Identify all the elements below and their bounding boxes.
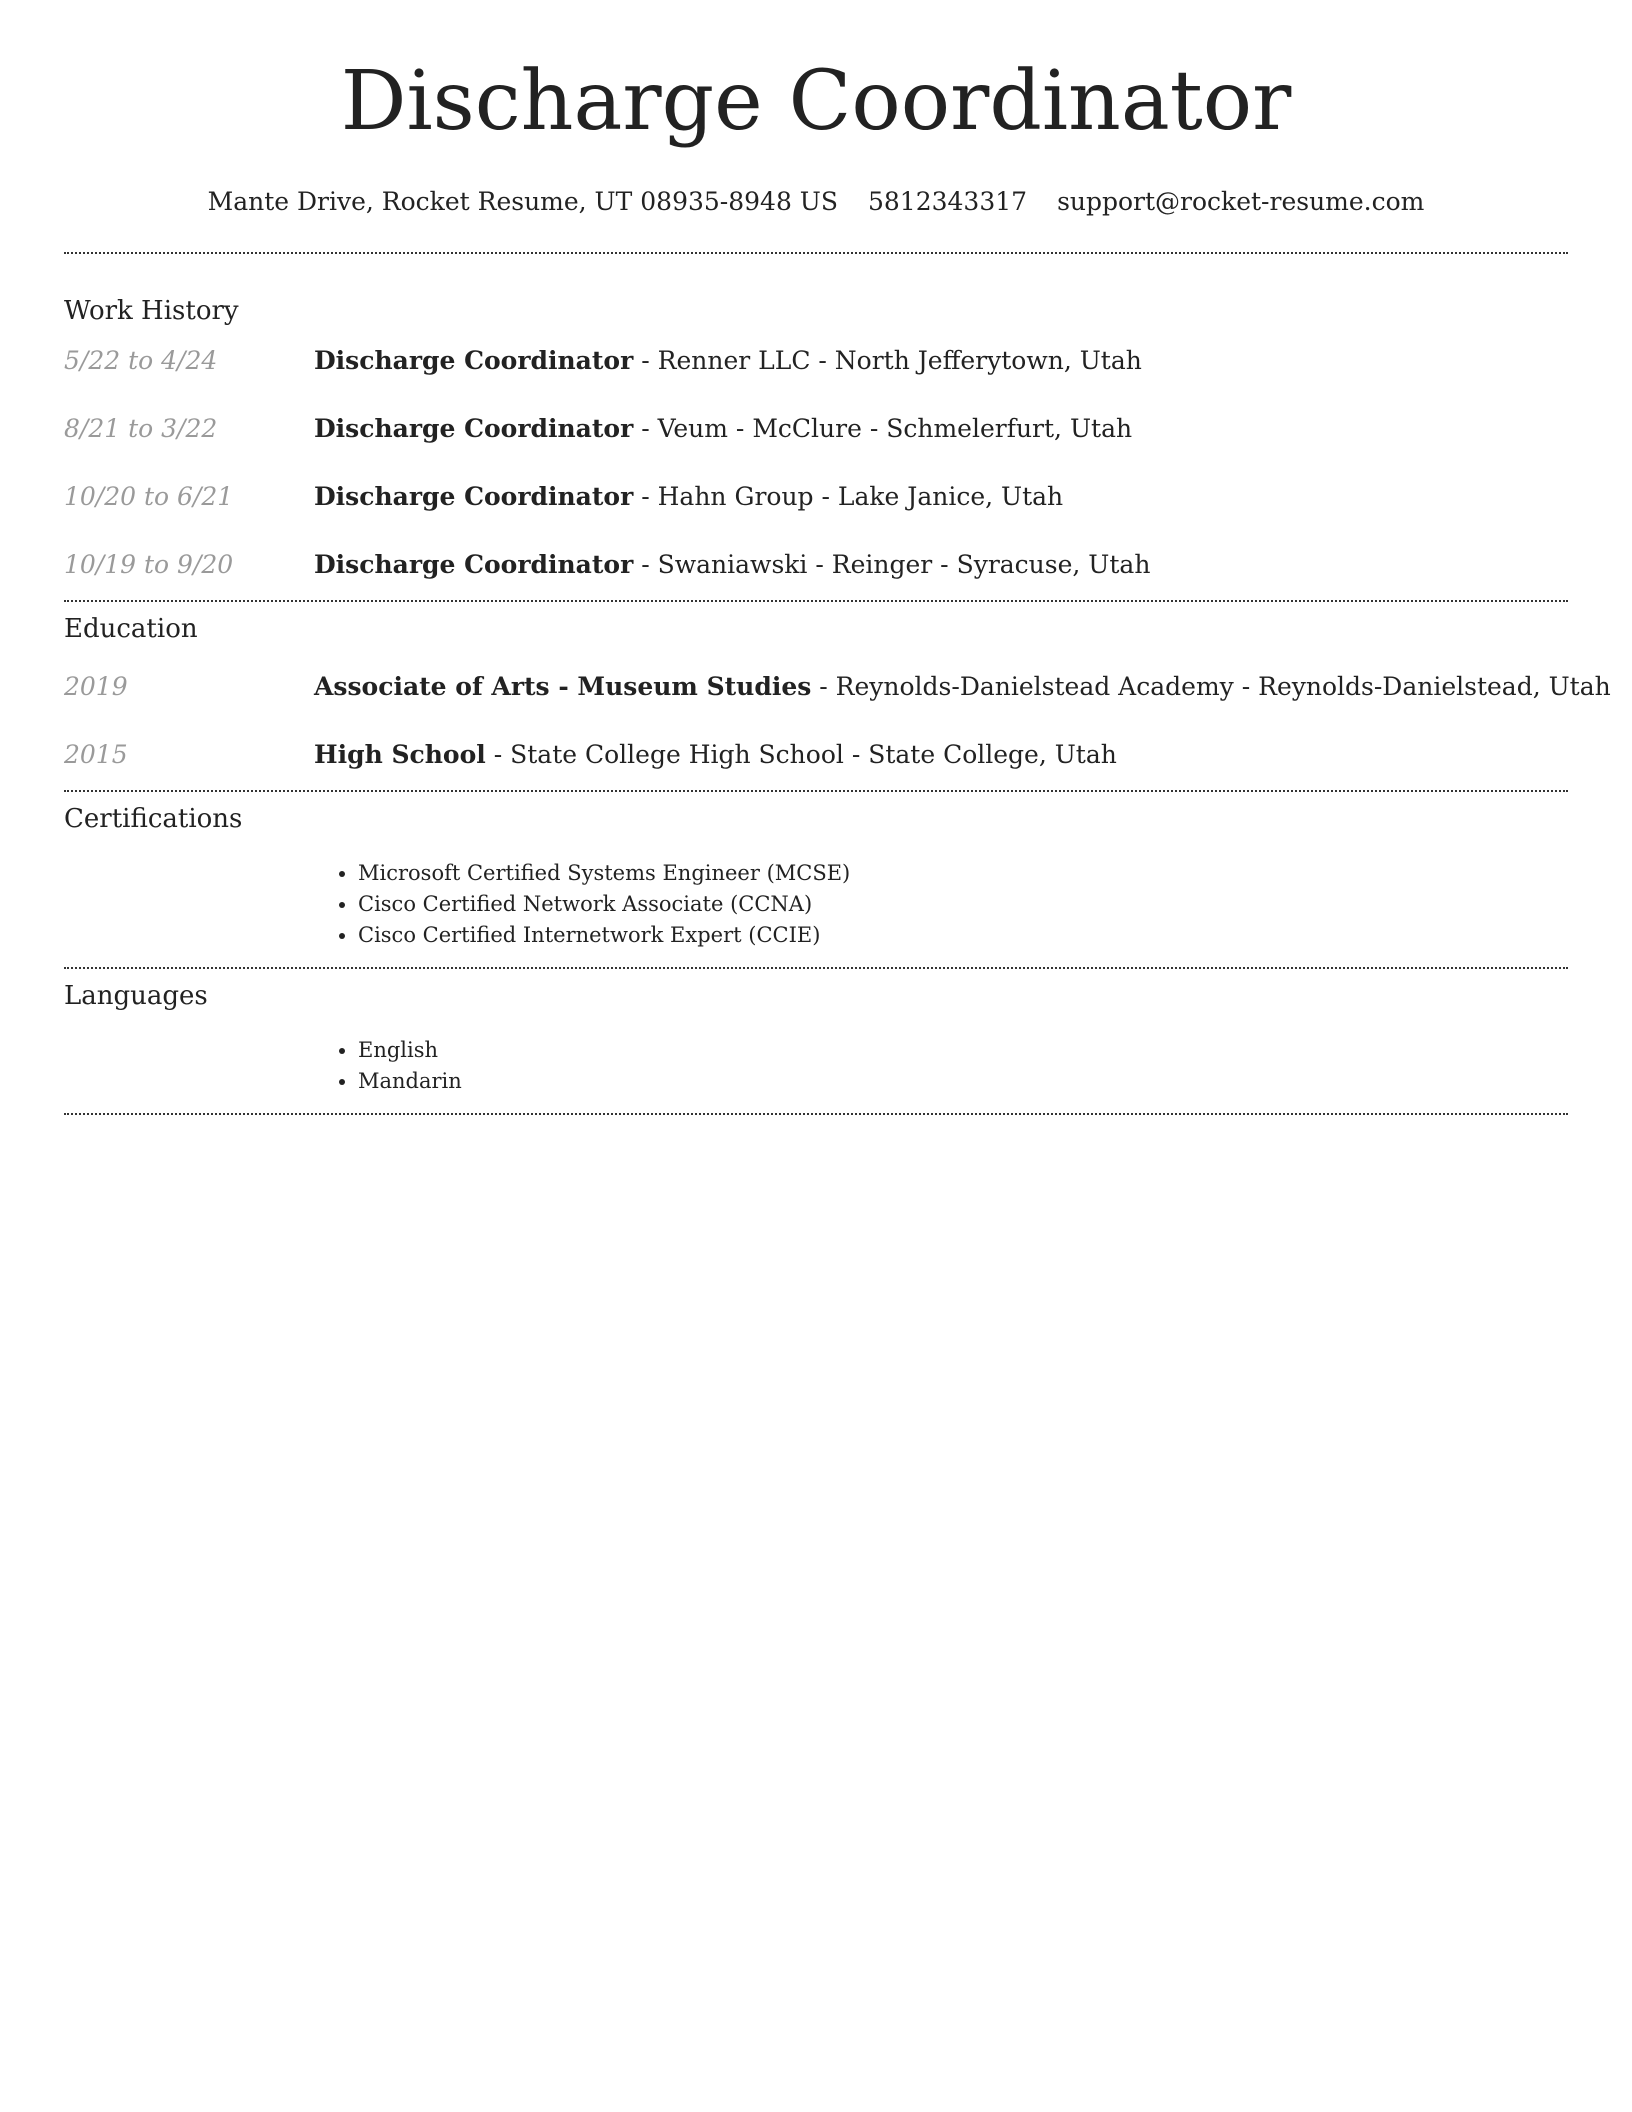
work-detail: - Veum - McClure - Schmelerfurt, Utah bbox=[633, 414, 1133, 443]
languages-list bbox=[64, 1035, 1568, 1097]
contact-line bbox=[64, 186, 1568, 218]
work-role: Discharge Coordinator bbox=[314, 550, 634, 579]
divider bbox=[64, 1113, 1568, 1115]
work-role: Discharge Coordinator bbox=[314, 482, 634, 511]
resume-name: Discharge Coordinator bbox=[340, 54, 1292, 149]
work-role: Discharge Coordinator bbox=[314, 346, 634, 375]
contact-address: Mante Drive, Rocket Resume, UT 08935-8948 US bbox=[207, 187, 838, 216]
education-detail: - Reynolds-Danielstead Academy - Reynolds-Danielstead, Utah bbox=[811, 672, 1611, 701]
work-entry bbox=[64, 548, 1568, 600]
list-item: • Mandarin bbox=[358, 1066, 1568, 1097]
education-degree: High School bbox=[314, 740, 486, 769]
contact-phone: 5812343317 bbox=[868, 187, 1028, 216]
education-date: 2019 bbox=[64, 672, 128, 701]
work-detail: - Renner LLC - North Jefferytown, Utah bbox=[633, 346, 1142, 375]
work-date: 10/19 to 9/20 bbox=[64, 550, 234, 579]
section-title-work-history: Work History bbox=[64, 296, 239, 326]
work-date: 8/21 to 3/22 bbox=[64, 414, 218, 443]
work-detail: - Swaniawski - Reinger - Syracuse, Utah bbox=[633, 550, 1151, 579]
section-title-education: Education bbox=[64, 614, 198, 644]
section-title-languages: Languages bbox=[64, 981, 208, 1011]
list-item: • English bbox=[358, 1035, 1568, 1066]
resume-page bbox=[64, 0, 1611, 1115]
education-description bbox=[314, 670, 1611, 704]
work-history-section bbox=[64, 254, 1568, 600]
work-role: Discharge Coordinator bbox=[314, 414, 634, 443]
work-description bbox=[314, 344, 1142, 378]
work-detail: - Hahn Group - Lake Janice, Utah bbox=[633, 482, 1064, 511]
work-description bbox=[314, 548, 1150, 582]
work-entry bbox=[64, 344, 1568, 412]
work-entry bbox=[64, 480, 1568, 548]
contact-email: support@rocket-resume.com bbox=[1057, 187, 1425, 216]
work-date: 10/20 to 6/21 bbox=[64, 482, 234, 511]
education-detail: - State College High School - State College, Utah bbox=[485, 740, 1117, 769]
work-description bbox=[314, 480, 1063, 514]
work-description bbox=[314, 412, 1132, 446]
education-degree: Associate of Arts - Museum Studies bbox=[314, 672, 812, 701]
education-entry bbox=[64, 670, 1611, 738]
certifications-section bbox=[64, 792, 1568, 967]
work-entry bbox=[64, 412, 1568, 480]
certifications-list bbox=[64, 858, 1568, 951]
education-date: 2015 bbox=[64, 740, 128, 769]
education-entry bbox=[64, 738, 1568, 790]
section-title-certifications: Certifications bbox=[64, 804, 243, 834]
list-item: • Cisco Certified Internetwork Expert (CCIE) bbox=[358, 920, 1568, 951]
list-item: • Cisco Certified Network Associate (CCNA) bbox=[358, 889, 1568, 920]
education-section bbox=[64, 602, 1611, 790]
education-description bbox=[314, 738, 1117, 772]
list-item: • Microsoft Certified Systems Engineer (MCSE) bbox=[358, 858, 1568, 889]
languages-section bbox=[64, 969, 1568, 1113]
work-date: 5/22 to 4/24 bbox=[64, 346, 218, 375]
